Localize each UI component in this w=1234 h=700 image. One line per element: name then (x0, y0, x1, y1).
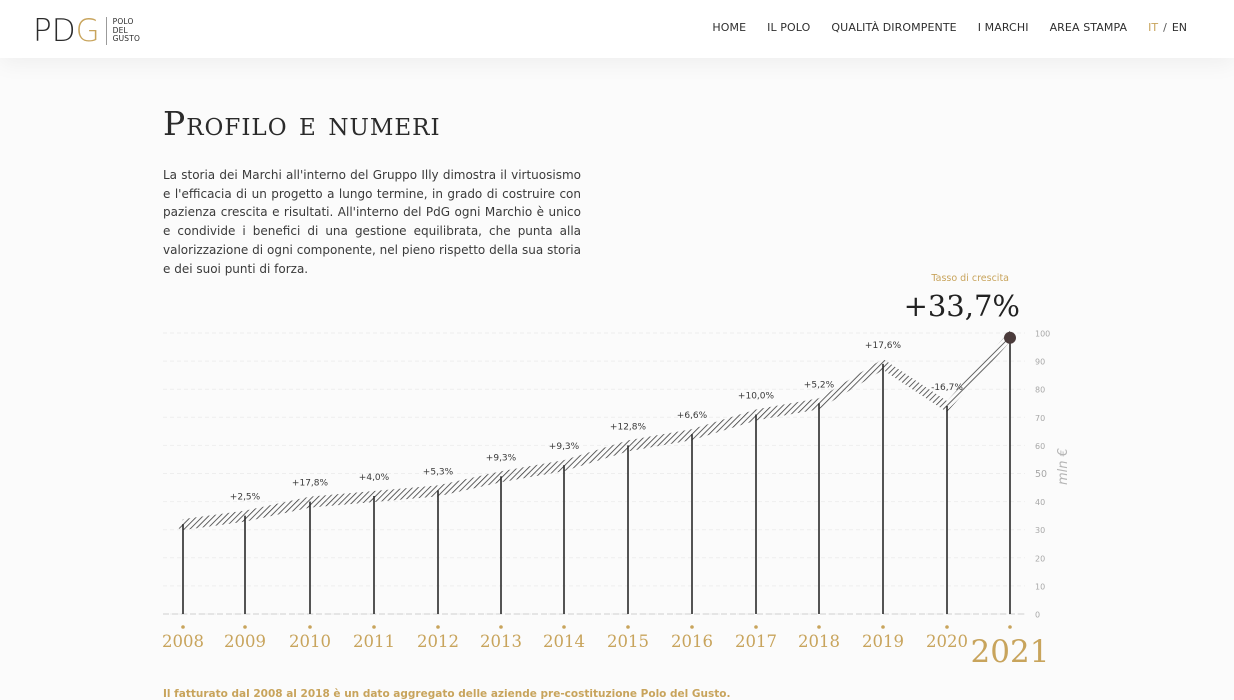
year-label: 2016 (671, 632, 713, 651)
growth-label: +2,5% (229, 492, 261, 503)
nav-home[interactable]: HOME (712, 21, 747, 34)
year-label: 2011 (353, 632, 395, 651)
growth-label: +17,6% (864, 340, 902, 351)
year-label: 2013 (480, 632, 522, 651)
year-dot (754, 625, 758, 629)
year-dot (626, 625, 630, 629)
growth-label: -16,7% (931, 383, 963, 394)
year-label-current: 2021 (970, 634, 1050, 670)
language-switcher (1148, 21, 1187, 34)
y-tick-label: 20 (1035, 554, 1046, 564)
y-axis-label: mln € (1056, 448, 1071, 485)
year-dot (436, 625, 440, 629)
year-dot (562, 625, 566, 629)
growth-label: +5,3% (422, 467, 454, 478)
page-title: Profilo e numeri (163, 104, 441, 143)
logo-subtitle-line: DEL (112, 25, 128, 35)
lang-separator: / (1163, 21, 1167, 34)
nav-area-stampa[interactable]: AREA STAMPA (1049, 21, 1128, 34)
year-dot (499, 625, 503, 629)
intro-paragraph: La storia dei Marchi all'interno del Gruppo Illy dimostra il virtuosismo e l'efficacia di un progetto a lungo termine, in grado di costruire con pazienza crescita e risultati. All'interno del PdG ogni Marchio è unico e condivide i benefici di una gestione equilibrata, che punta alla valorizzazione di ogni componente, nel pieno rispetto della sua storia e dei suoi punti di forza. (163, 168, 581, 276)
growth-label: +5,2% (803, 380, 835, 391)
year-label: 2015 (607, 632, 649, 651)
y-tick-label: 100 (1035, 329, 1051, 339)
y-tick-label: 40 (1035, 498, 1046, 508)
logo-subtitle (113, 18, 141, 44)
logo[interactable] (33, 14, 140, 48)
year-label: 2018 (798, 632, 840, 651)
year-label: 2012 (417, 632, 459, 651)
growth-label: +17,8% (291, 478, 329, 489)
year-dot (817, 625, 821, 629)
y-tick-label: 90 (1035, 357, 1046, 367)
growth-label: +6,6% (676, 411, 708, 422)
growth-label: +12,8% (609, 422, 647, 433)
logo-subtitle-line: POLO (112, 17, 134, 27)
growth-label: +10,0% (737, 391, 775, 402)
y-tick-label: 0 (1035, 610, 1041, 620)
nav-qualita-dirompente[interactable]: QUALITÀ DIROMPENTE (831, 21, 957, 34)
logo-subtitle-line: GUSTO (112, 34, 141, 44)
year-label: 2020 (926, 632, 968, 651)
logo-divider (106, 17, 107, 45)
y-tick-label: 70 (1035, 413, 1046, 423)
growth-rate-value: +33,7% (903, 289, 1020, 323)
growth-label: +9,3% (548, 442, 580, 453)
year-dot (690, 625, 694, 629)
main-nav (691, 21, 1187, 34)
growth-label: +9,3% (485, 453, 517, 464)
year-label: 2010 (289, 632, 331, 651)
logo-mark: PDG (33, 13, 100, 49)
nav-i-marchi[interactable]: I MARCHI (977, 21, 1029, 34)
chart-footnote: Il fatturato dal 2008 al 2018 è un dato aggregato delle aziende pre-costituzione Polo del Gusto. (163, 688, 731, 700)
y-tick-label: 10 (1035, 582, 1046, 592)
site-header (0, 0, 1234, 58)
year-dot (372, 625, 376, 629)
year-dot (881, 625, 885, 629)
highlight-point (1004, 332, 1016, 344)
y-tick-label: 80 (1035, 385, 1046, 395)
lang-it[interactable]: IT (1148, 21, 1159, 34)
nav-il-polo[interactable]: IL POLO (767, 21, 811, 34)
year-dot (243, 625, 247, 629)
y-tick-label: 60 (1035, 441, 1046, 451)
year-label: 2009 (224, 632, 266, 651)
y-tick-label: 50 (1035, 469, 1048, 480)
growth-rate-caption: Tasso di crescita (931, 273, 1009, 284)
year-dot (1008, 625, 1012, 629)
year-label: 2014 (543, 632, 585, 651)
year-label: 2019 (862, 632, 904, 651)
year-label: 2008 (162, 632, 204, 651)
year-dot (181, 625, 185, 629)
year-label: 2017 (735, 632, 777, 651)
year-dot (308, 625, 312, 629)
year-dot (945, 625, 949, 629)
growth-label: +4,0% (358, 472, 390, 483)
lang-en[interactable]: EN (1171, 21, 1187, 34)
y-tick-label: 30 (1035, 526, 1046, 536)
